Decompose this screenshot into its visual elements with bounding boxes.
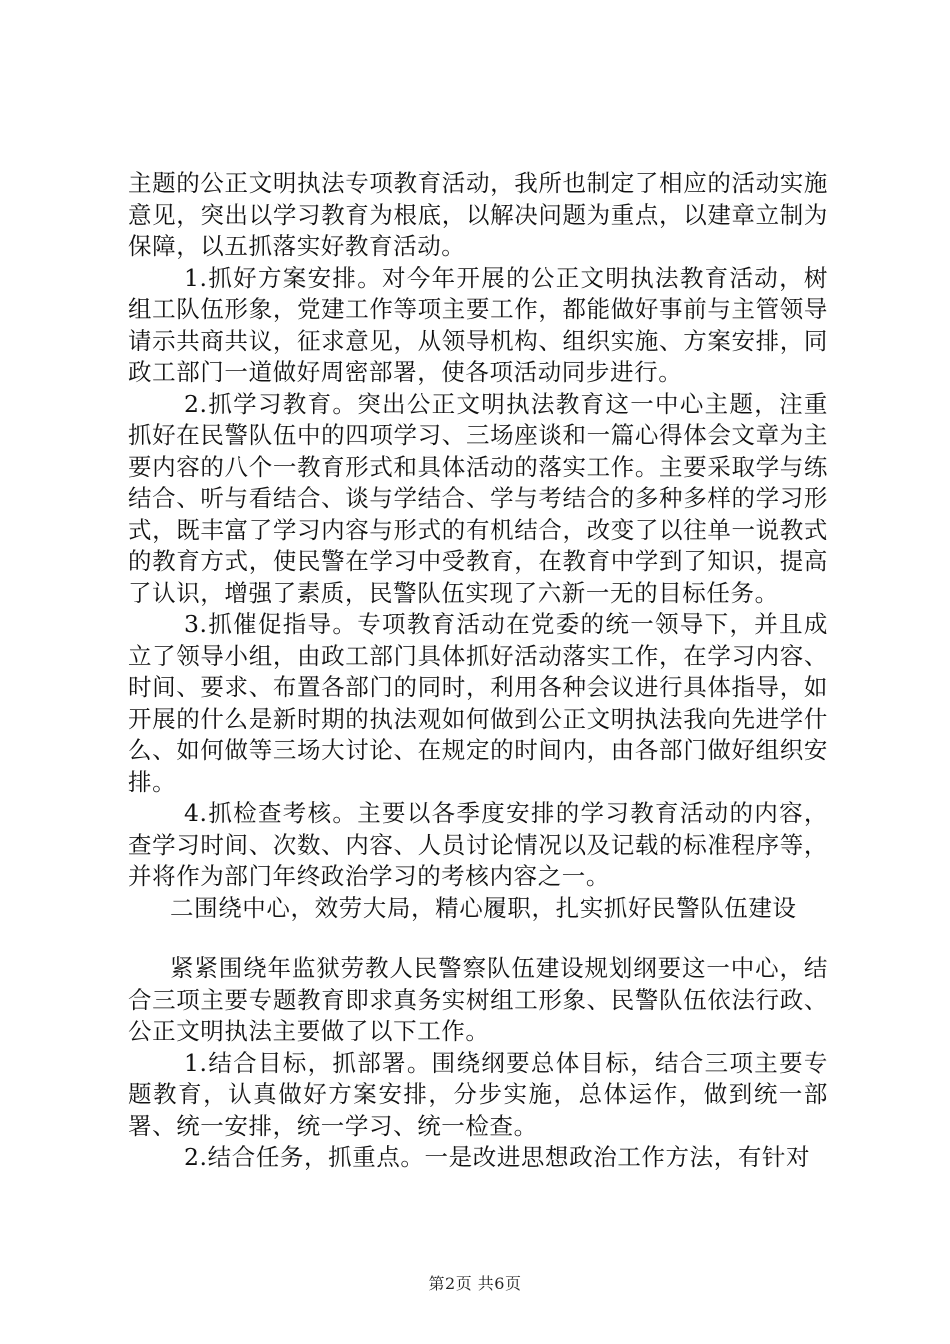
paragraph-item-1: 1.抓好方案安排。对今年开展的公正文明执法教育活动，树组工队伍形象，党建工作等项主要工作，都能做好事前与主管领导请示共商共议，征求意见，从领导机构、组织实施、方案安排，同政工部门一道做好周密部署，使各项活动同步进行。 [128,263,828,386]
paragraph-section-item-1: 1.结合目标，抓部署。围绕纲要总体目标，结合三项主要专题教育，认真做好方案安排，分步实施，总体运作，做到统一部署、统一安排，统一学习、统一检查。 [128,1048,828,1140]
paragraph-item-4: 4.抓检查考核。主要以各季度安排的学习教育活动的内容，查学习时间、次数、内容、人员讨论情况以及记载的标准程序等，并将作为部门年终政治学习的考核内容之一。 [128,799,828,890]
section-spacer [128,924,828,953]
section-heading: 二围绕中心，效劳大局，精心履职，扎实抓好民警队伍建设 [170,893,797,922]
paragraph-intro: 主题的公正文明执法专项教育活动，我所也制定了相应的活动实施意见，突出以学习教育为根底，以解决问题为重点，以建章立制为保障，以五抓落实好教育活动。 [128,169,828,260]
paragraph-section-intro: 紧紧围绕年监狱劳教人民警察队伍建设规划纲要这一中心，结合三项主要专题教育即求真务实树组工形象、民警队伍依法行政、公正文明执法主要做了以下工作。 [128,954,828,1045]
paragraph-section-item-2: 2.结合任务，抓重点。一是改进思想政治工作方法，有针对 [184,1143,811,1171]
document-body [128,168,828,1174]
page-footer: 第2页 共6页 [428,1274,522,1293]
paragraph-item-2: 2.抓学习教育。突出公正文明执法教育这一中心主题，注重抓好在民警队伍中的四项学习、三场座谈和一篇心得体会文章为主要内容的八个一教育形式和具体活动的落实工作。主要采取学与练结合、听与看结合、谈与学结合、学与考结合的多种多样的学习形式，既丰富了学习内容与形式的有机结合，改变了以往单一说教式的教育方式，使民警在学习中受教育，在教育中学到了知识，提高了认识，增强了素质，民警队伍实现了六新一无的目标任务。 [128,389,828,607]
paragraph-item-3: 3.抓催促指导。专项教育活动在党委的统一领导下，并且成立了领导小组，由政工部门具体抓好活动落实工作，在学习内容、时间、要求、布置各部门的同时，利用各种会议进行具体指导，如开展的什么是新时期的执法观如何做到公正文明执法我向先进学什么、如何做等三场大讨论、在规定的时间内，由各部门做好组织安排。 [128,610,828,796]
